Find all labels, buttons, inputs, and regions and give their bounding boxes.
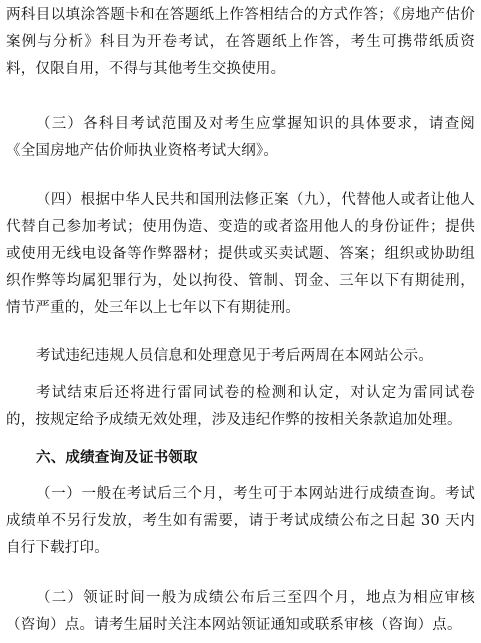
paragraph-exam-scope: （三）各科目考试范围及对考生应掌握知识的具体要求，请查阅《全国房地产估价师执业资格考试大纲》。 — [6, 116, 475, 159]
section-heading-results-certificates: 六、成绩查询及证书领取 — [36, 449, 198, 466]
paragraph-criminal-law: （四）根据中华人民共和国刑法修正案（九），代替他人或者让他人代替自己参加考试；使用伪造、变造的或者盗用他人的身份证件；提供或使用无线电设备等作弊器材；提供或买卖试题、答案；组织或协助组织作弊等均属犯罪行为，处以拘役、管制、罚金、三年以下有期徒刑，情节严重的，处三年以上七年以下有期徒刑。 — [6, 192, 475, 316]
paragraph-identical-papers: 考试结束后还将进行雷同试卷的检测和认定，对认定为雷同试卷的，按规定给予成绩无效处理，涉及违纪作弊的按相关条款追加处理。 — [6, 385, 475, 428]
paragraph-certificate-collection: （二）领证时间一般为成绩公布后三至四个月，地点为相应审核（咨询）点。请考生届时关注本网站领证通知或联系审核（咨询）点。 — [6, 590, 475, 633]
paragraph-score-query: （一）一般在考试后三个月，考生可于本网站进行成绩查询。考试成绩单不另行发放，考生如有需要，请于考试成绩公布之日起 30 天内自行下载打印。 — [6, 486, 475, 556]
paragraph-violation-notice: 考试违纪违规人员信息和处理意见于考后两周在本网站公示。 — [36, 348, 433, 364]
paragraph-exam-format: 两科目以填涂答题卡和在答题纸上作答相结合的方式作答；《房地产估价案例与分析》科目为开卷考试，在答题纸上作答，考生可携带纸质资料，仅限自用，不得与其他考生交换使用。 — [6, 7, 475, 77]
